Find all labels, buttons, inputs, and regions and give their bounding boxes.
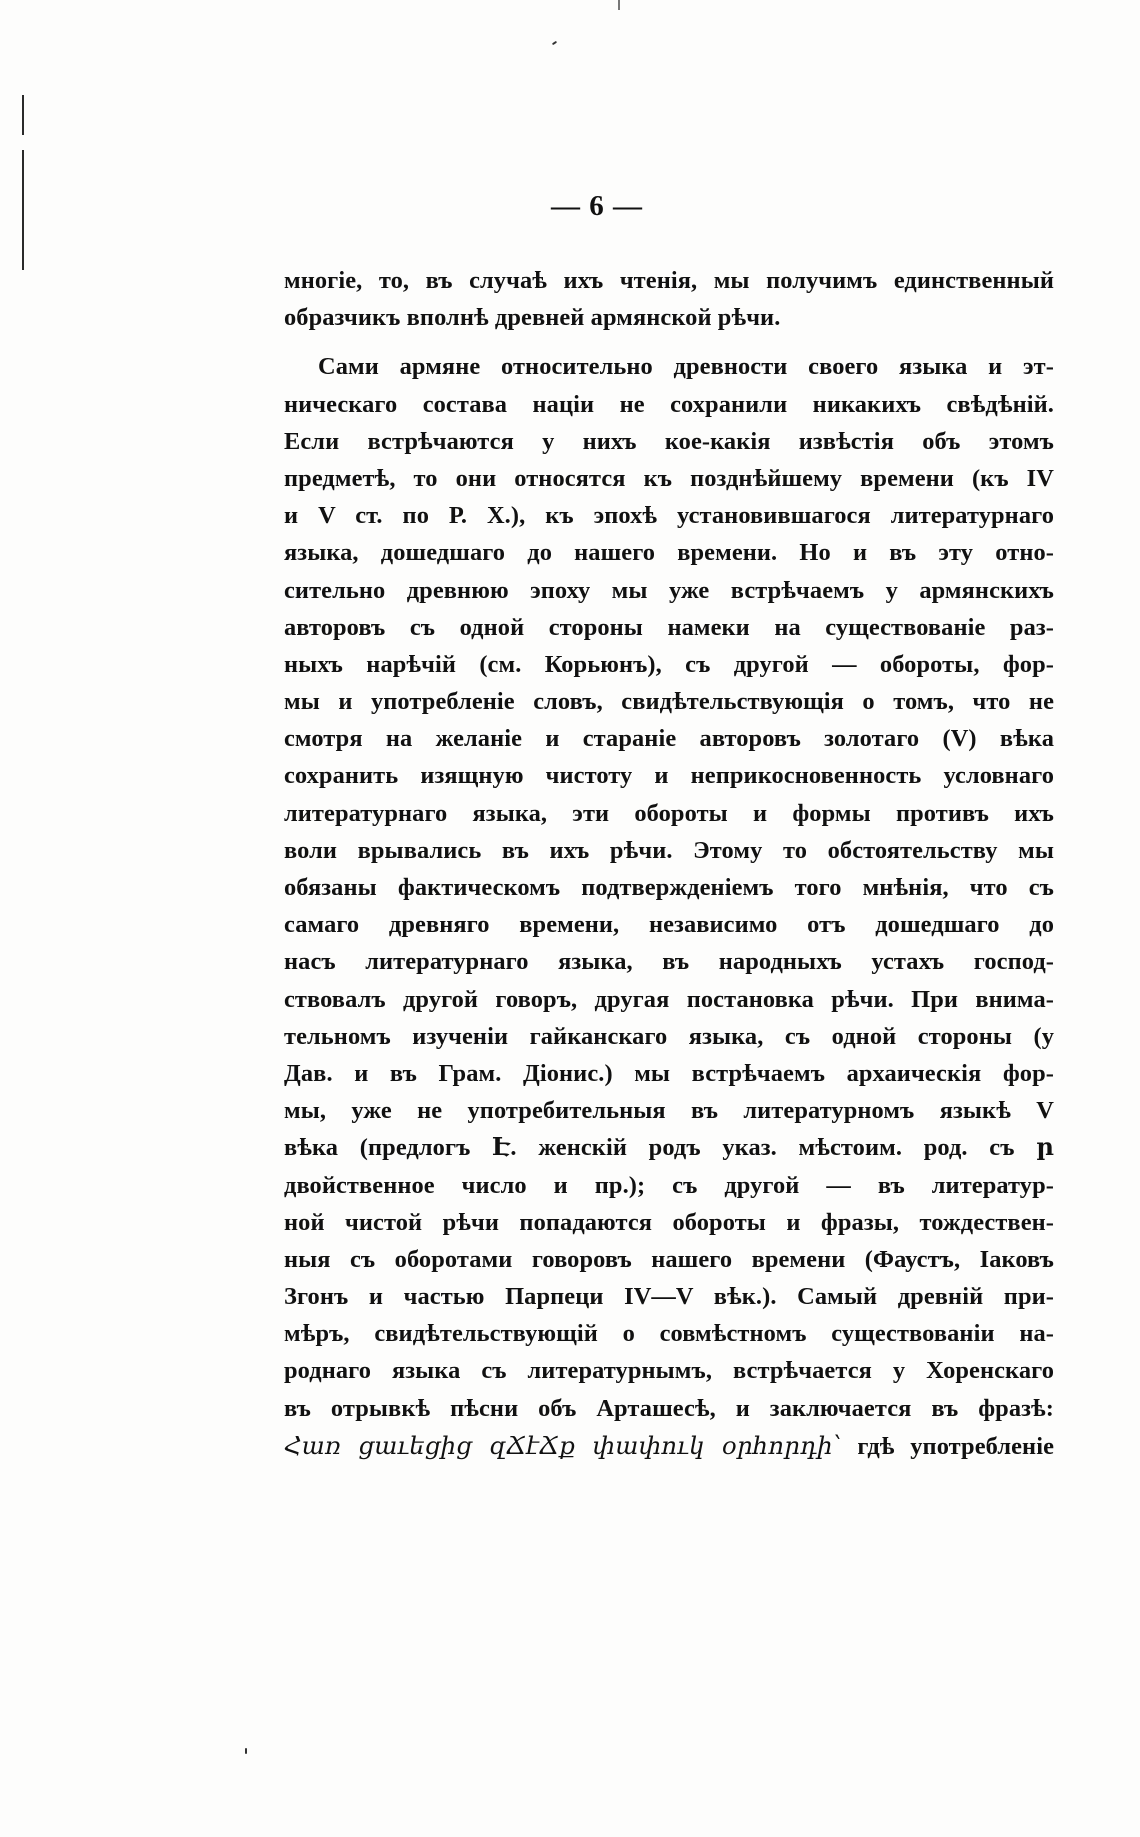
page-number: — 6 — — [551, 190, 643, 222]
text-line-tail: гдѣ употребленіе — [841, 1432, 1054, 1460]
text-line: сительно древнюю эпоху мы уже встрѣчаемъ у армянскихъ — [284, 576, 1054, 604]
text-line: авторовъ съ одной стороны намеки на существованіе раз- — [284, 613, 1054, 641]
text-line: Дав. и въ Грам. Діонис.) мы встрѣчаемъ архаическія фор- — [284, 1059, 1054, 1087]
text-line: смотря на желаніе и стараніе авторовъ золотаго (V) вѣка — [284, 725, 1054, 753]
paragraph-start-line: Сами армяне относительно древности своего языка и эт- — [318, 353, 1054, 381]
text-line: Згонъ и частью Парпеци IV—V вѣк.). Самый древній при- — [284, 1283, 1054, 1311]
text-line: мѣръ, свидѣтельствующій о совмѣстномъ существованіи на- — [284, 1320, 1054, 1348]
text-line: мы, уже не употребительныя въ литературномъ языкѣ V — [284, 1097, 1054, 1125]
text-line: ствовалъ другой говоръ, другая постановка рѣчи. При внима- — [284, 985, 1054, 1013]
text-line: воли врывались въ ихъ рѣчи. Этому то обстоятельству мы — [284, 836, 1054, 864]
text-line: въ отрывкѣ пѣсни объ Арташесѣ, и заключается въ фразѣ: — [284, 1394, 1054, 1422]
text-line: литературнаго языка, эти обороты и формы противъ ихъ — [284, 799, 1054, 827]
text-line: двойственное число и пр.); съ другой — въ литератур- — [284, 1171, 1054, 1199]
text-line: и V ст. по Р. Х.), къ эпохѣ установившагося литературнаго — [284, 502, 1054, 530]
text-line: самаго древняго времени, независимо отъ дошедшаго до — [284, 911, 1054, 939]
text-line: роднаго языка съ литературнымъ, встрѣчается у Хоренскаго — [284, 1357, 1054, 1385]
text-line: предметѣ, то они относятся къ позднѣйшему времени (къ IV — [284, 464, 1054, 492]
text-line: ной чистой рѣчи попадаются обороты и фразы, тождествен- — [284, 1208, 1054, 1236]
text-line: образчикъ вполнѣ древней армянской рѣчи. — [284, 304, 781, 332]
text-line: мы и употребленіе словъ, свидѣтельствующія о томъ, что не — [284, 688, 1054, 716]
text-line: многіе, то, въ случаѣ ихъ чтенія, мы получимъ единственный — [284, 267, 1054, 294]
text-line: ныя съ оборотами говоровъ нашего времени (Фаустъ, Іаковъ — [284, 1245, 1054, 1273]
scan-top-tick — [618, 0, 620, 10]
text-line: языка, дошедшаго до нашего времени. Но и въ эту отно- — [284, 539, 1054, 567]
text-line: сохранить изящную чистоту и неприкосновенность условнаго — [284, 762, 1054, 790]
text-line: Если встрѣчаются у нихъ кое-какія извѣстія объ этомъ — [284, 427, 1054, 455]
text-line: ническаго состава націи не сохранили никакихъ свѣдѣній. — [284, 390, 1054, 418]
ink-speck — [245, 1748, 247, 1754]
text-line: насъ литературнаго языка, въ народныхъ устахъ господ- — [284, 948, 1054, 976]
ink-speck — [552, 41, 557, 46]
text-line: тельномъ изученіи гайканскаго языка, съ одной стороны (у — [284, 1022, 1054, 1050]
text-line-final — [284, 1427, 1054, 1464]
text-line: ныхъ нарѣчій (см. Корьюнъ), съ другой — обороты, фор- — [284, 650, 1054, 678]
scan-edge-mark — [22, 95, 24, 135]
armenian-quote: Հառ ցաւեցից զՃէՃք փափուկ օրհորդի՝ — [284, 1430, 842, 1460]
body-text — [284, 262, 1054, 1464]
text-line: вѣка (предлогъ Է. женскій родъ указ. мѣстоим. род. съ ր — [284, 1134, 1054, 1162]
text-line: обязаны фактическомъ подтвержденіемъ того мнѣнія, что съ — [284, 874, 1054, 901]
